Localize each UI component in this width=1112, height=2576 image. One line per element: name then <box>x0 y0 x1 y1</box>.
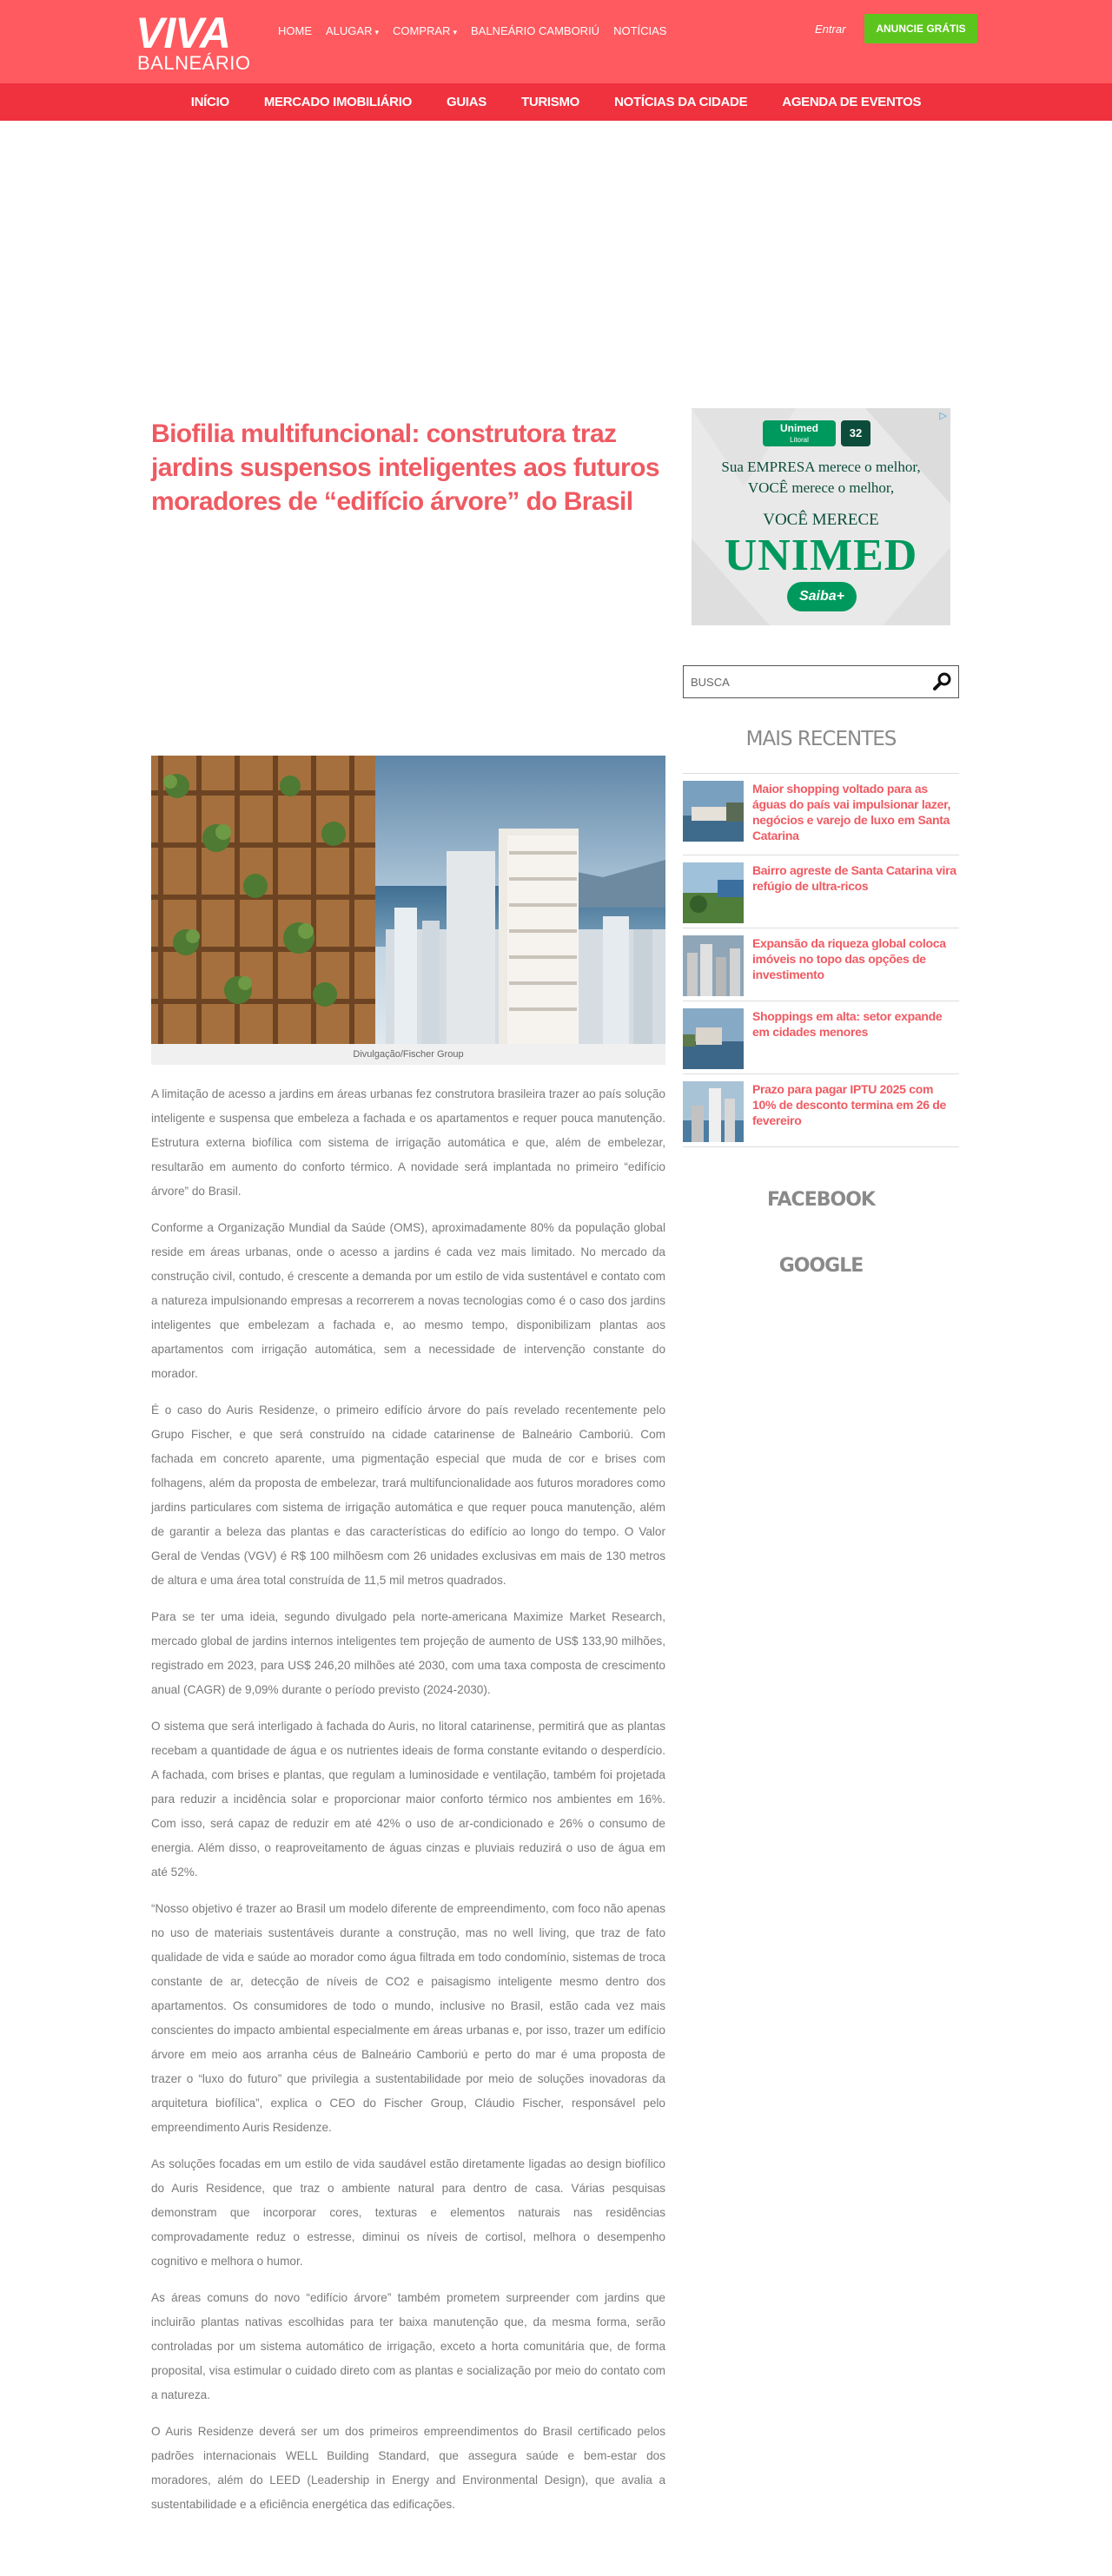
article-paragraph: A limitação de acesso a jardins em áreas urbanas fez construtora brasileira trazer ao país solução inteligente e suspensa que embeleza a fachada e os apartamentos e requer pouca manutenção. Estrutura externa biofílica com sistema de irrigação automática e que, além de embelezar, resultarão em aumento do conforto térmico. A novidade será implantada no primeiro “edifício árvore” do Brasil. <box>151 1087 665 1198</box>
main-nav <box>0 83 1112 121</box>
top-nav-comprar-label: COMPRAR <box>393 24 451 37</box>
hero-illustration <box>151 756 665 1044</box>
main-nav-noticias-cidade[interactable]: NOTÍCIAS DA CIDADE <box>614 95 748 109</box>
main-nav-mercado[interactable]: MERCADO IMOBILIÁRIO <box>263 95 412 109</box>
site-header <box>0 0 1112 83</box>
recent-post-item[interactable] <box>683 774 959 855</box>
recent-post-thumbnail[interactable] <box>683 935 744 996</box>
unimed-ad-banner[interactable] <box>692 408 950 625</box>
logo-viva-text: VIVA <box>136 9 230 57</box>
main-nav-guias[interactable]: GUIAS <box>446 95 486 109</box>
recent-post-title[interactable]: Shoppings em alta: setor expande em cidades menores <box>752 1009 943 1039</box>
logo-balneario-text: BALNEÁRIO <box>137 52 251 74</box>
ad-headline: UNIMED <box>724 531 918 580</box>
recent-post-item[interactable] <box>683 855 959 928</box>
article-paragraph: É o caso do Auris Residenze, o primeiro edifício árvore do país revelado recentemente pelo Grupo Fischer, e que será construído na cidade catarinense de Balneário Camboriú. Com fachada em concreto aparente, uma pigmentação especial que muda de cor e brises com folhagens, além da proposta de embelezar, trará multifuncionalidade aos futuros moradores como jardins particulares com sistema de irrigação automática e que requer pouca manutenção, além de garantir a beleza das plantas e das características do edifício ao longo do tempo. O Valor Geral de Vendas (VGV) é R$ 100 milhõesm com 26 unidades exclusivas em mais de 130 metros de altura e uma área total construída de 11,5 mil metros quadrados. <box>151 1404 665 1587</box>
ad-line-1: Sua EMPRESA merece o melhor, <box>721 459 921 475</box>
top-nav-alugar[interactable] <box>326 24 379 39</box>
recent-post-thumbnail[interactable] <box>683 1081 744 1142</box>
unimed-logo-text: Unimed <box>779 422 818 434</box>
main-nav-turismo[interactable]: TURISMO <box>520 95 580 109</box>
article-paragraph: As áreas comuns do novo “edifício árvore” também prometem surpreender com jardins que incluirão plantas nativas escolhidas para ter baixa manutenção que, da mesma forma, serão controladas por um sistema automático de irrigação, exceto a horta comunitária que, de forma proposital, visa estimular o cuidado direto com as plantas e socialização por meio do contato com a natureza. <box>151 2291 665 2401</box>
article-paragraph: Para se ter uma ideia, segundo divulgado pela norte-americana Maximize Market Research, mercado global de jardins internos inteligentes tem projeção de aumento de US$ 133,90 milhões, registrado em 2023, para US$ 246,20 milhões até 2030, com uma taxa composta de crescimento anual (CAGR) de 9,09% durante o período previsto (2024-2030). <box>151 1610 665 1696</box>
main-nav-agenda[interactable]: AGENDA DE EVENTOS <box>782 95 922 109</box>
ad-saiba-mais-button[interactable]: Saiba+ <box>787 582 857 611</box>
recent-posts-list <box>683 773 959 1147</box>
top-nav <box>278 24 666 39</box>
recent-post-title[interactable]: Expansão da riqueza global coloca imóveis no topo das opções de investimento <box>752 936 946 981</box>
top-nav-home-label: HOME <box>278 24 312 37</box>
recent-heading: MAIS RECENTES <box>745 728 897 750</box>
anuncie-gratis-button[interactable]: ANUNCIE GRÁTIS <box>864 14 977 43</box>
article-body <box>151 1082 665 2529</box>
unimed-logo-sub: Litoral <box>790 436 809 444</box>
chevron-down-icon: ▾ <box>374 28 379 36</box>
article-paragraph: “Nosso objetivo é trazer ao Brasil um modelo diferente de empreendimento, com foco não apenas no uso de materiais sustentáveis durante a construção, mas no well living, que traz de fato qualidade de vida e saúde ao morador como água filtrada em todo condomínio, sistemas de troca constante de ar, detecção de níveis de CO2 e paisagismo inteligente mesmo dentro dos apartamentos. Os consumidores de todo o mundo, inclusive no Brasil, estão cada vez mais conscientes do impacto ambiental especialmente em áreas urbanas e, por isso, trazer um edifício árvore em meio aos arranha céus de Balneário Camboriú e perto do mar é uma proposta de trazer o “luxo do futuro” que privilegia a sustentabilidade por meio de soluções inovadoras da arquitetura biofílica”, explica o CEO do Fischer Group, Cláudio Fischer, responsável pelo empreendimento Auris Residenze. <box>151 1902 665 2134</box>
top-nav-noticias-label: NOTÍCIAS <box>613 24 667 37</box>
recent-post-item[interactable] <box>683 1001 959 1074</box>
top-nav-balneario-label: BALNEÁRIO CAMBORIÚ <box>470 24 600 37</box>
facebook-heading: FACEBOOK <box>767 1189 875 1211</box>
recent-post-item[interactable] <box>683 928 959 1001</box>
top-nav-home[interactable] <box>278 24 312 39</box>
article-paragraph: Conforme a Organização Mundial da Saúde (OMS), aproximadamente 80% da população global reside em áreas urbanas, onde o acesso a jardins é cada vez mais limitado. No mercado da construção civil, contudo, é crescente a demanda por um estilo de vida sustentável e contato com a natureza impulsionando empresas a recorrerem a novas tecnologias como é o caso dos jardins inteligentes que embelezam a fachada e, ao mesmo tempo, disponibilizam plantas aos apartamentos com irrigação automática, sem a necessidade de intervenção constante do morador. <box>151 1221 665 1380</box>
google-heading: GOOGLE <box>778 1255 864 1277</box>
recent-post-thumbnail[interactable] <box>683 781 744 842</box>
article-title: Biofilia multifuncional: construtora traz jardins suspensos inteligentes aos futuros moradores de “edifício árvore” do Brasil <box>151 419 659 516</box>
search-input[interactable] <box>691 673 925 690</box>
article-paragraph: O Auris Residenze deverá ser um dos primeiros empreendimentos do Brasil certificado pelos padrões internacionais WELL Building Standard, que assegura saúde e bem-estar dos moradores, além do LEED (Leadership in Energy and Environmental Design), que avalia a sustentabilidade e a eficiência energética das edificações. <box>151 2425 665 2511</box>
article-paragraph: As soluções focadas em um estilo de vida saudável estão diretamente ligadas ao design biofílico do Auris Residence, que traz o ambiente natural para dentro de casa. Várias pesquisas demonstram que incorporar cores, texturas e elementos naturais nas residências comprovadamente reduz o estresse, diminui os níveis de cortisol, melhora o desempenho cognitivo e melhora o humor. <box>151 2157 665 2268</box>
image-caption: Divulgação/Fischer Group <box>151 1044 665 1065</box>
top-nav-alugar-label: ALUGAR <box>326 24 373 37</box>
chevron-down-icon: ▾ <box>453 28 457 36</box>
main-nav-inicio[interactable]: INÍCIO <box>190 95 229 109</box>
search-icon[interactable] <box>932 671 953 692</box>
recent-post-title[interactable]: Bairro agreste de Santa Catarina vira refúgio de ultra-ricos <box>752 863 956 893</box>
login-link[interactable]: Entrar <box>815 23 846 36</box>
ad-line-3: VOCÊ MERECE <box>763 511 879 529</box>
top-nav-noticias[interactable] <box>613 24 666 39</box>
recent-post-item[interactable] <box>683 1074 959 1147</box>
adchoices-icon[interactable]: ▷ <box>939 411 947 421</box>
recent-post-thumbnail[interactable] <box>683 1008 744 1069</box>
article-paragraph: O sistema que será interligado à fachada do Auris, no litoral catarinense, permitirá que as plantas recebam a quantidade de água e os nutrientes ideais de forma constante evitando o desperdício. A fachada, com brises e plantas, que regulam a luminosidade e ventilação, também foi projetada para reduzir a incidência solar e proporcionar maior conforto térmico nos ambientes em 16%. Com isso, será capaz de reduzir em até 42% o uso de ar-condicionado e 26% o consumo de energia. Além disso, o reaproveitamento de águas cinzas e pluviais reduzirá o uso de água em até 52%. <box>151 1720 665 1879</box>
recent-post-thumbnail[interactable] <box>683 862 744 923</box>
recent-post-title[interactable]: Maior shopping voltado para as águas do país vai impulsionar lazer, negócios e varejo de luxo em Santa Catarina <box>752 782 951 842</box>
unimed-logo <box>763 420 836 446</box>
article-hero-image <box>151 756 665 1044</box>
search-box <box>683 665 959 698</box>
top-nav-balneario[interactable] <box>471 24 599 39</box>
anniversary-badge: 32 <box>841 420 870 446</box>
recent-post-title[interactable]: Prazo para pagar IPTU 2025 com 10% de desconto termina em 26 de fevereiro <box>752 1082 947 1127</box>
top-nav-comprar[interactable] <box>393 24 457 39</box>
site-logo[interactable] <box>136 9 251 75</box>
ad-line-2: VOCÊ merece o melhor, <box>747 479 895 496</box>
